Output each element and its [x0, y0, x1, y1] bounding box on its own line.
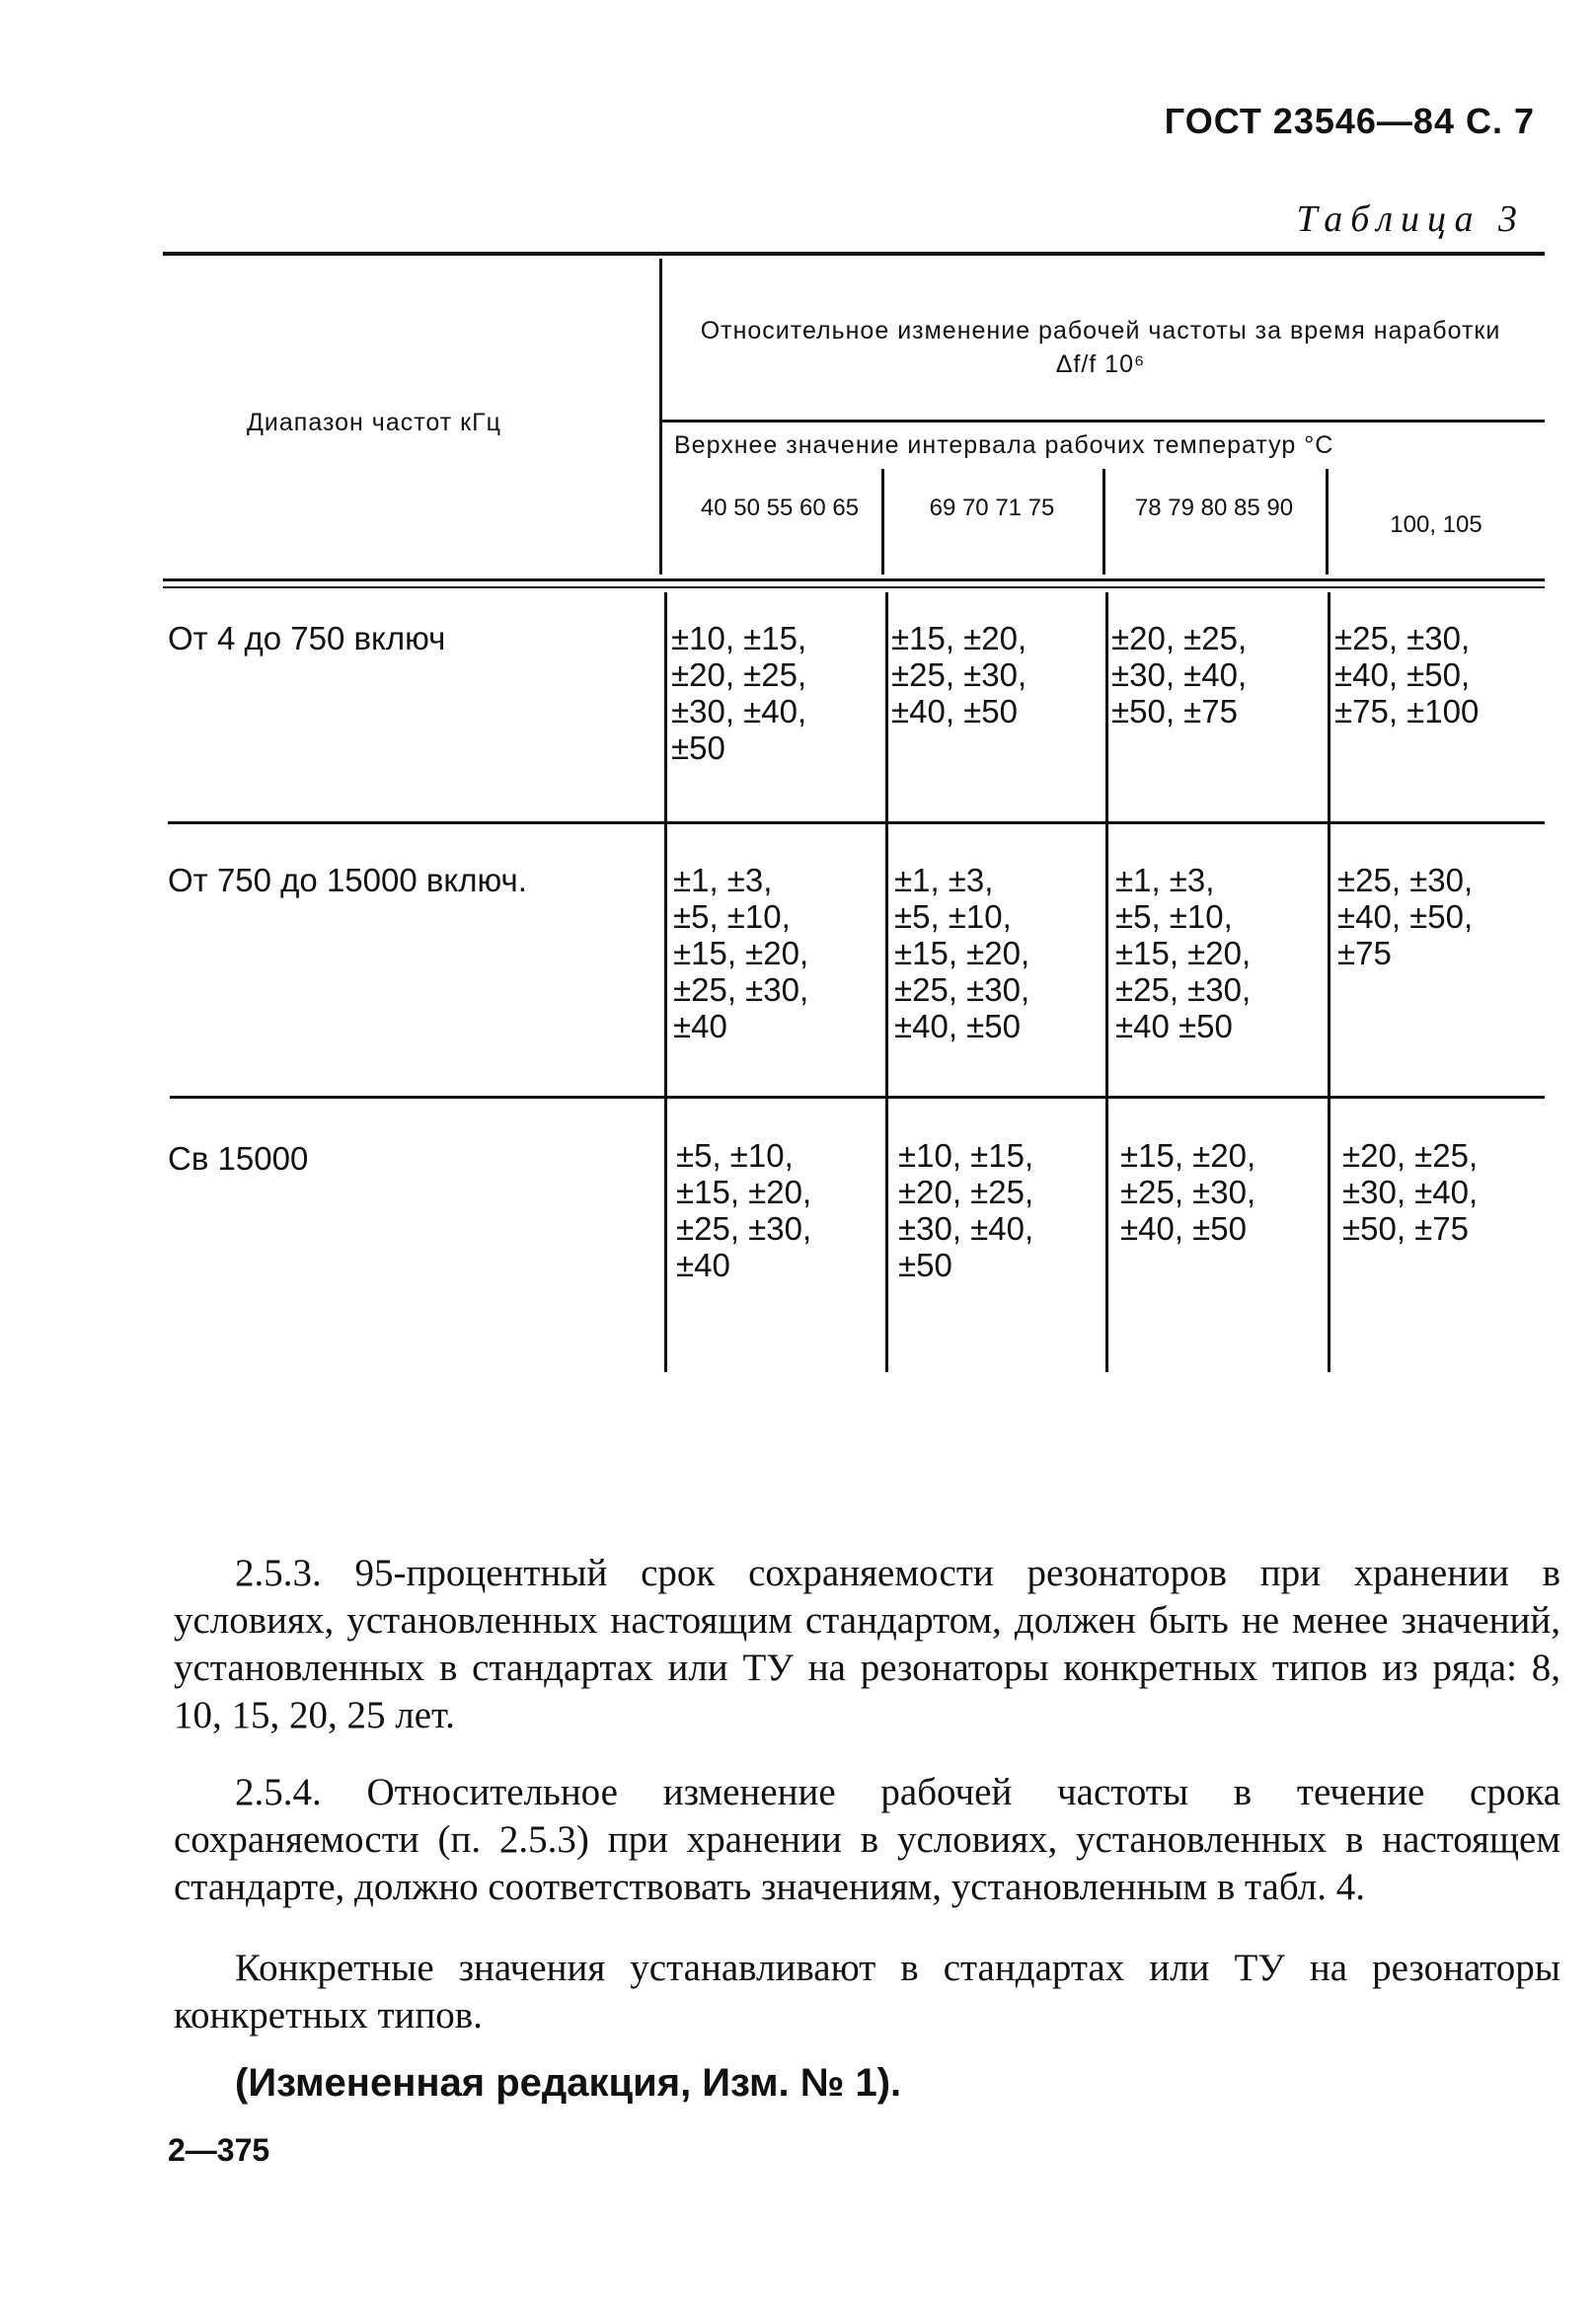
page-header: ГОСТ 23546—84 С. 7	[1164, 101, 1535, 141]
header-bottom-rule	[163, 578, 1545, 581]
paragraph-concrete-values: Конкретные значения устанавливают в стандартах или ТУ на резонаторы конкретных типов.	[174, 1947, 1560, 2036]
table-cell-r2-c4: ±25, ±30, ±40, ±50, ±75	[1337, 862, 1474, 971]
table-cell-r2-c2: ±1, ±3, ±5, ±10, ±15, ±20, ±25, ±30, ±40, ±50	[894, 862, 1030, 1044]
paragraph-2-5-3: 2.5.3. 95-процентный срок сохраняемости резонаторов при хранении в условиях, установленных настоящим стандартом, должен быть не менее значений, установленных в стандартах или ТУ на резонаторы конкретных типов из ряда: 8, 10, 15, 20, 25 лет.	[174, 1552, 1560, 1736]
table-caption: Таблица 3	[1296, 198, 1525, 240]
temp-group-2: 69 70 71 75	[929, 495, 1055, 521]
row-range-1: От 4 до 750 включ	[168, 620, 446, 656]
paragraph-2-5-4: 2.5.4. Относительное изменение рабочей частоты в течение срока сохраняемости (п. 2.5.3) при хранении в условиях, установленных в настоящем стандарте, должно соответствовать значениям, установленным в табл. 4.	[174, 1771, 1560, 1908]
column-header-range: Диапазон частот кГц	[247, 409, 501, 436]
column-header-change: Относительное изменение рабочей частоты за время наработки Δf/f 10⁶	[700, 317, 1501, 378]
temp-col-divider-2	[1102, 469, 1105, 575]
body-col-divider-3	[1328, 592, 1330, 1372]
temp-col-divider-1	[881, 469, 884, 575]
header-bottom-rule-2	[163, 586, 1545, 588]
column-header-temperature: Верхнее значение интервала рабочих температур °С	[674, 431, 1334, 459]
header-mid-rule	[661, 420, 1545, 422]
row-separator-1	[168, 821, 1545, 824]
body-col-divider-2	[1105, 592, 1108, 1372]
table-cell-r3-c2: ±10, ±15, ±20, ±25, ±30, ±40, ±50	[898, 1137, 1034, 1283]
table-cell-r2-c1: ±1, ±3, ±5, ±10, ±15, ±20, ±25, ±30, ±40	[673, 862, 809, 1044]
temp-group-3: 78 79 80 85 90	[1134, 495, 1294, 521]
table-top-rule	[163, 252, 1545, 256]
temp-col-divider-3	[1326, 469, 1329, 575]
table-cell-r3-c1: ±5, ±10, ±15, ±20, ±25, ±30, ±40	[676, 1137, 812, 1283]
temp-group-1: 40 50 55 60 65	[700, 495, 860, 521]
body-col-divider-1	[885, 592, 888, 1372]
table-divider-main	[659, 259, 662, 575]
temp-group-4: 100, 105	[1390, 511, 1482, 538]
revision-note: (Измененная редакция, Изм. № 1).	[235, 2061, 902, 2105]
table-cell-r1-c3: ±20, ±25, ±30, ±40, ±50, ±75	[1111, 620, 1248, 730]
table-cell-r3-c4: ±20, ±25, ±30, ±40, ±50, ±75	[1342, 1137, 1479, 1247]
table-cell-r3-c3: ±15, ±20, ±25, ±30, ±40, ±50	[1120, 1137, 1256, 1247]
body-col-divider-0	[664, 592, 667, 1372]
table-cell-r1-c2: ±15, ±20, ±25, ±30, ±40, ±50	[891, 620, 1027, 730]
page-number: 2—375	[168, 2132, 270, 2168]
row-range-3: Св 15000	[168, 1140, 309, 1177]
table-cell-r1-c1: ±10, ±15, ±20, ±25, ±30, ±40, ±50	[671, 620, 807, 766]
row-separator-2	[170, 1096, 1545, 1099]
table-cell-r2-c3: ±1, ±3, ±5, ±10, ±15, ±20, ±25, ±30, ±40 ±50	[1115, 862, 1252, 1044]
table-cell-r1-c4: ±25, ±30, ±40, ±50, ±75, ±100	[1334, 620, 1480, 730]
row-range-2: От 750 до 15000 включ.	[168, 862, 527, 898]
